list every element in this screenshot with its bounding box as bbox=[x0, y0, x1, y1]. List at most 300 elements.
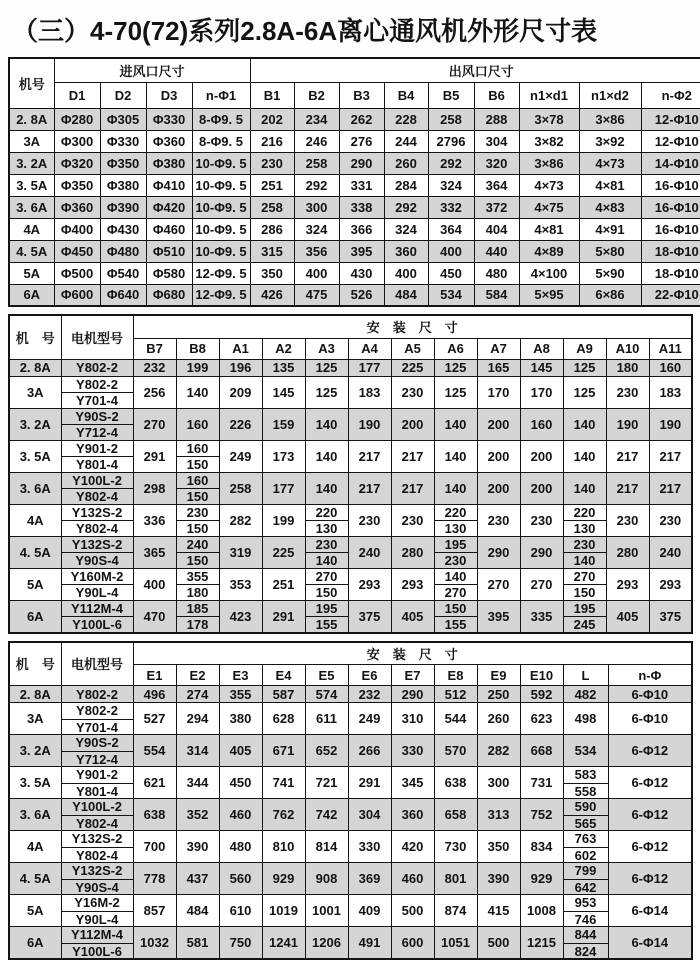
value-cell: 314 bbox=[176, 735, 219, 767]
value-cell: 356 bbox=[294, 240, 339, 262]
value-cell: Φ360 bbox=[146, 130, 192, 152]
value-cell: 700 bbox=[133, 831, 176, 863]
value-cell: 12-Φ9. 5 bbox=[192, 262, 250, 284]
column-header: A5 bbox=[391, 338, 434, 359]
value-cell: 6-Φ12 bbox=[608, 735, 692, 767]
split-value: Y701-4 bbox=[62, 719, 133, 735]
machine-number: 4. 5A bbox=[9, 240, 54, 262]
value-cell: 292 bbox=[294, 174, 339, 196]
value-cell: 10-Φ9. 5 bbox=[192, 218, 250, 240]
value-cell: 6-Φ14 bbox=[608, 895, 692, 927]
value-cell: 929 bbox=[262, 863, 305, 895]
table-row bbox=[9, 767, 692, 799]
value-cell: 587 bbox=[262, 686, 305, 703]
value-cell: 440 bbox=[474, 240, 519, 262]
value-cell: 344 bbox=[176, 767, 219, 799]
value-cell: 460 bbox=[391, 863, 434, 895]
value-cell: 1206 bbox=[305, 927, 348, 960]
value-cell: Φ380 bbox=[146, 152, 192, 174]
value-cell: 258 bbox=[428, 108, 474, 130]
value-cell: 600 bbox=[391, 927, 434, 960]
value-cell: 526 bbox=[339, 284, 384, 306]
value-cell bbox=[563, 536, 606, 568]
value-cell: 857 bbox=[133, 895, 176, 927]
value-cell: 750 bbox=[219, 927, 262, 960]
value-cell: 4×91 bbox=[579, 218, 641, 240]
split-value: 150 bbox=[564, 584, 606, 600]
value-cell bbox=[563, 831, 608, 863]
value-cell: 475 bbox=[294, 284, 339, 306]
value-cell: 405 bbox=[606, 600, 649, 633]
fixed-column-header: 机号 bbox=[9, 58, 54, 108]
value-cell: 12-Φ9. 5 bbox=[192, 284, 250, 306]
value-cell: 364 bbox=[428, 218, 474, 240]
value-cell: 230 bbox=[250, 152, 294, 174]
column-header: n-Φ2 bbox=[641, 82, 700, 108]
motor-model bbox=[61, 735, 133, 767]
motor-model bbox=[61, 927, 133, 960]
value-cell: 200 bbox=[391, 408, 434, 440]
value-cell: 10-Φ9. 5 bbox=[192, 196, 250, 218]
value-cell: 145 bbox=[520, 359, 563, 376]
value-cell: 228 bbox=[384, 108, 428, 130]
value-cell: 160 bbox=[649, 359, 692, 376]
split-value: 642 bbox=[564, 879, 608, 895]
table-row bbox=[9, 831, 692, 863]
split-value: Y112M-4 bbox=[62, 601, 133, 617]
value-cell: 319 bbox=[219, 536, 262, 568]
value-cell: 217 bbox=[606, 472, 649, 504]
split-value: 270 bbox=[306, 569, 348, 585]
value-cell bbox=[563, 568, 606, 600]
inlet-outlet-dimension-table bbox=[8, 57, 700, 307]
machine-number: 6A bbox=[9, 284, 54, 306]
split-value: 185 bbox=[177, 601, 219, 617]
value-cell: 300 bbox=[294, 196, 339, 218]
column-header: A10 bbox=[606, 338, 649, 359]
column-header: n1×d2 bbox=[579, 82, 641, 108]
value-cell bbox=[434, 568, 477, 600]
value-cell: 484 bbox=[384, 284, 428, 306]
split-value: Y802-4 bbox=[62, 847, 133, 863]
split-value: Y701-4 bbox=[62, 392, 133, 408]
value-cell: 160 bbox=[520, 408, 563, 440]
value-cell: 652 bbox=[305, 735, 348, 767]
split-value: Y90L-4 bbox=[62, 584, 133, 600]
table-row bbox=[9, 240, 700, 262]
split-value: 746 bbox=[564, 911, 608, 927]
split-value: 130 bbox=[435, 520, 477, 536]
column-header: A8 bbox=[520, 338, 563, 359]
column-header: D3 bbox=[146, 82, 192, 108]
split-value: Y802-2 bbox=[62, 703, 133, 719]
value-cell: Φ330 bbox=[100, 130, 146, 152]
split-value: 150 bbox=[435, 601, 477, 617]
table-row bbox=[9, 152, 700, 174]
installation-dimension-table-a bbox=[8, 314, 693, 634]
value-cell: 484 bbox=[176, 895, 219, 927]
value-cell: 230 bbox=[606, 504, 649, 536]
value-cell bbox=[434, 536, 477, 568]
value-cell: 6-Φ12 bbox=[608, 799, 692, 831]
value-cell: 232 bbox=[348, 686, 391, 703]
value-cell: 304 bbox=[474, 130, 519, 152]
group-header: 安 装 尺 寸 bbox=[133, 315, 692, 338]
value-cell: 294 bbox=[176, 703, 219, 735]
value-cell: 400 bbox=[294, 262, 339, 284]
value-cell: 280 bbox=[606, 536, 649, 568]
column-header: E1 bbox=[133, 665, 176, 686]
value-cell: 125 bbox=[563, 376, 606, 408]
value-cell: 10-Φ9. 5 bbox=[192, 152, 250, 174]
column-header: D2 bbox=[100, 82, 146, 108]
value-cell: 226 bbox=[219, 408, 262, 440]
value-cell: 140 bbox=[305, 472, 348, 504]
machine-number: 3. 5A bbox=[9, 767, 61, 799]
value-cell: 4×100 bbox=[519, 262, 579, 284]
value-cell: 135 bbox=[262, 359, 305, 376]
machine-number: 3. 6A bbox=[9, 196, 54, 218]
value-cell: 480 bbox=[474, 262, 519, 284]
split-value: 230 bbox=[306, 537, 348, 553]
value-cell: 365 bbox=[133, 536, 176, 568]
value-cell: 14-Φ10 bbox=[641, 152, 700, 174]
split-value: 602 bbox=[564, 847, 608, 863]
value-cell: Φ330 bbox=[146, 108, 192, 130]
value-cell: 190 bbox=[606, 408, 649, 440]
split-value: Y100L-6 bbox=[62, 616, 133, 632]
value-cell: 217 bbox=[391, 440, 434, 472]
group-header: 安 装 尺 寸 bbox=[133, 642, 692, 665]
value-cell: 18-Φ10 bbox=[641, 240, 700, 262]
motor-model bbox=[61, 767, 133, 799]
value-cell: 762 bbox=[262, 799, 305, 831]
value-cell: 230 bbox=[520, 504, 563, 536]
value-cell: 874 bbox=[434, 895, 477, 927]
value-cell: 8-Φ9. 5 bbox=[192, 108, 250, 130]
split-value: 355 bbox=[177, 569, 219, 585]
value-cell: 180 bbox=[606, 359, 649, 376]
value-cell: 5×95 bbox=[519, 284, 579, 306]
value-cell: 230 bbox=[391, 376, 434, 408]
machine-number: 4. 5A bbox=[9, 536, 61, 568]
split-value: Y712-4 bbox=[62, 424, 133, 440]
value-cell: 742 bbox=[305, 799, 348, 831]
column-header: A1 bbox=[219, 338, 262, 359]
value-cell: 415 bbox=[477, 895, 520, 927]
value-cell: 5×80 bbox=[579, 240, 641, 262]
value-cell bbox=[434, 600, 477, 633]
split-value: Y132S-2 bbox=[62, 831, 133, 847]
split-value: 140 bbox=[564, 552, 606, 568]
value-cell: 671 bbox=[262, 735, 305, 767]
value-cell: 125 bbox=[305, 359, 348, 376]
split-value: 230 bbox=[435, 552, 477, 568]
column-header: A4 bbox=[348, 338, 391, 359]
value-cell: 170 bbox=[520, 376, 563, 408]
value-cell: 801 bbox=[434, 863, 477, 895]
value-cell: 16-Φ10 bbox=[641, 218, 700, 240]
value-cell: 405 bbox=[391, 600, 434, 633]
value-cell: 372 bbox=[474, 196, 519, 218]
motor-model bbox=[61, 440, 133, 472]
value-cell: 313 bbox=[477, 799, 520, 831]
column-header: L bbox=[563, 665, 608, 686]
value-cell: 217 bbox=[649, 440, 692, 472]
value-cell: 450 bbox=[428, 262, 474, 284]
value-cell: 230 bbox=[477, 504, 520, 536]
column-header: A6 bbox=[434, 338, 477, 359]
value-cell: 125 bbox=[434, 359, 477, 376]
value-cell: 364 bbox=[474, 174, 519, 196]
motor-model bbox=[61, 600, 133, 633]
value-cell: 140 bbox=[563, 408, 606, 440]
machine-number: 5A bbox=[9, 262, 54, 284]
value-cell bbox=[176, 536, 219, 568]
column-header: B2 bbox=[294, 82, 339, 108]
value-cell: Φ640 bbox=[100, 284, 146, 306]
value-cell: 209 bbox=[219, 376, 262, 408]
split-value: Y901-2 bbox=[62, 441, 133, 457]
split-value: 220 bbox=[564, 505, 606, 521]
value-cell: 140 bbox=[305, 440, 348, 472]
split-value: 195 bbox=[564, 601, 606, 617]
value-cell: 658 bbox=[434, 799, 477, 831]
value-cell: 430 bbox=[339, 262, 384, 284]
machine-number: 2. 8A bbox=[9, 686, 61, 703]
value-cell: 527 bbox=[133, 703, 176, 735]
machine-number: 5A bbox=[9, 895, 61, 927]
value-cell: 274 bbox=[176, 686, 219, 703]
value-cell: 290 bbox=[339, 152, 384, 174]
motor-model bbox=[61, 376, 133, 408]
split-value: 150 bbox=[177, 456, 219, 472]
split-value: 140 bbox=[435, 569, 477, 585]
value-cell: Φ480 bbox=[100, 240, 146, 262]
table-row bbox=[9, 359, 692, 376]
value-cell: 249 bbox=[219, 440, 262, 472]
value-cell bbox=[176, 568, 219, 600]
table-row bbox=[9, 600, 692, 633]
value-cell: 581 bbox=[176, 927, 219, 960]
value-cell: 200 bbox=[477, 440, 520, 472]
value-cell: 360 bbox=[391, 799, 434, 831]
value-cell: 291 bbox=[133, 440, 176, 472]
table-row bbox=[9, 284, 700, 306]
value-cell: Φ500 bbox=[54, 262, 100, 284]
value-cell: 304 bbox=[348, 799, 391, 831]
value-cell bbox=[563, 767, 608, 799]
split-value: Y801-4 bbox=[62, 456, 133, 472]
value-cell: 200 bbox=[520, 440, 563, 472]
motor-model bbox=[61, 568, 133, 600]
value-cell: 6×86 bbox=[579, 284, 641, 306]
value-cell: 560 bbox=[219, 863, 262, 895]
value-cell: 216 bbox=[250, 130, 294, 152]
column-header: B3 bbox=[339, 82, 384, 108]
value-cell: 159 bbox=[262, 408, 305, 440]
value-cell: 165 bbox=[477, 359, 520, 376]
column-header: B4 bbox=[384, 82, 428, 108]
value-cell: 1241 bbox=[262, 927, 305, 960]
motor-model bbox=[61, 472, 133, 504]
value-cell: 409 bbox=[348, 895, 391, 927]
value-cell: 270 bbox=[520, 568, 563, 600]
value-cell: 405 bbox=[219, 735, 262, 767]
machine-number: 3A bbox=[9, 376, 61, 408]
split-value: 178 bbox=[177, 616, 219, 632]
value-cell bbox=[176, 440, 219, 472]
value-cell: 437 bbox=[176, 863, 219, 895]
value-cell: 260 bbox=[477, 703, 520, 735]
value-cell: 200 bbox=[477, 408, 520, 440]
value-cell: 196 bbox=[219, 359, 262, 376]
value-cell: 125 bbox=[305, 376, 348, 408]
value-cell: 290 bbox=[391, 686, 434, 703]
value-cell: 292 bbox=[384, 196, 428, 218]
table-row bbox=[9, 927, 692, 960]
table-row bbox=[9, 262, 700, 284]
split-value: Y802-4 bbox=[62, 815, 133, 831]
column-header: A3 bbox=[305, 338, 348, 359]
value-cell: 3×82 bbox=[519, 130, 579, 152]
column-header: E4 bbox=[262, 665, 305, 686]
split-value: Y712-4 bbox=[62, 751, 133, 767]
value-cell: 22-Φ10 bbox=[641, 284, 700, 306]
column-header: B1 bbox=[250, 82, 294, 108]
value-cell: 3×92 bbox=[579, 130, 641, 152]
machine-number: 3A bbox=[9, 130, 54, 152]
value-cell: 330 bbox=[348, 831, 391, 863]
value-cell: 1215 bbox=[520, 927, 563, 960]
column-header: n-Φ1 bbox=[192, 82, 250, 108]
split-value: 583 bbox=[564, 767, 608, 783]
motor-model bbox=[61, 831, 133, 863]
split-value: 130 bbox=[564, 520, 606, 536]
value-cell: 12-Φ10 bbox=[641, 108, 700, 130]
value-cell: 286 bbox=[250, 218, 294, 240]
machine-number: 6A bbox=[9, 927, 61, 960]
split-value: Y132S-2 bbox=[62, 505, 133, 521]
value-cell: 2796 bbox=[428, 130, 474, 152]
value-cell: 491 bbox=[348, 927, 391, 960]
table-row bbox=[9, 895, 692, 927]
value-cell: 202 bbox=[250, 108, 294, 130]
value-cell: Φ320 bbox=[54, 152, 100, 174]
value-cell: 366 bbox=[339, 218, 384, 240]
machine-number: 5A bbox=[9, 568, 61, 600]
value-cell: 217 bbox=[649, 472, 692, 504]
value-cell: Φ350 bbox=[100, 152, 146, 174]
value-cell bbox=[434, 504, 477, 536]
value-cell bbox=[176, 472, 219, 504]
value-cell: Φ600 bbox=[54, 284, 100, 306]
value-cell: 290 bbox=[477, 536, 520, 568]
split-value: 220 bbox=[435, 505, 477, 521]
split-value: 844 bbox=[564, 927, 608, 943]
motor-model: Y802-2 bbox=[61, 359, 133, 376]
value-cell: 611 bbox=[305, 703, 348, 735]
column-header: E3 bbox=[219, 665, 262, 686]
split-value: Y160M-2 bbox=[62, 569, 133, 585]
table-row bbox=[9, 686, 692, 703]
value-cell: 638 bbox=[133, 799, 176, 831]
table-row bbox=[9, 536, 692, 568]
machine-number: 3. 6A bbox=[9, 472, 61, 504]
motor-model bbox=[61, 504, 133, 536]
value-cell: 300 bbox=[477, 767, 520, 799]
column-header: D1 bbox=[54, 82, 100, 108]
value-cell: 140 bbox=[563, 440, 606, 472]
column-header: A2 bbox=[262, 338, 305, 359]
split-value: 195 bbox=[306, 601, 348, 617]
value-cell: 496 bbox=[133, 686, 176, 703]
column-header: A11 bbox=[649, 338, 692, 359]
value-cell: 6-Φ14 bbox=[608, 927, 692, 960]
split-value: Y100L-2 bbox=[62, 473, 133, 489]
value-cell: 741 bbox=[262, 767, 305, 799]
value-cell: 258 bbox=[250, 196, 294, 218]
table-row bbox=[9, 130, 700, 152]
value-cell: 6-Φ12 bbox=[608, 831, 692, 863]
split-value: Y802-2 bbox=[62, 377, 133, 393]
value-cell bbox=[563, 799, 608, 831]
split-value: Y112M-4 bbox=[62, 927, 133, 943]
value-cell: 929 bbox=[520, 863, 563, 895]
value-cell: 554 bbox=[133, 735, 176, 767]
value-cell: 288 bbox=[474, 108, 519, 130]
value-cell: 217 bbox=[348, 440, 391, 472]
table-row bbox=[9, 174, 700, 196]
value-cell: 778 bbox=[133, 863, 176, 895]
value-cell: 3×78 bbox=[519, 108, 579, 130]
motor-model: Y802-2 bbox=[61, 686, 133, 703]
value-cell: Φ350 bbox=[54, 174, 100, 196]
split-value: 245 bbox=[564, 616, 606, 632]
value-cell: 353 bbox=[219, 568, 262, 600]
value-cell: 177 bbox=[348, 359, 391, 376]
value-cell: 190 bbox=[649, 408, 692, 440]
value-cell: 251 bbox=[262, 568, 305, 600]
table-row bbox=[9, 703, 692, 735]
value-cell: 140 bbox=[434, 408, 477, 440]
value-cell: 4×81 bbox=[579, 174, 641, 196]
motor-model bbox=[61, 536, 133, 568]
value-cell: 355 bbox=[219, 686, 262, 703]
value-cell: 450 bbox=[219, 767, 262, 799]
value-cell: 470 bbox=[133, 600, 176, 633]
value-cell: 752 bbox=[520, 799, 563, 831]
split-value: Y802-4 bbox=[62, 520, 133, 536]
value-cell: 324 bbox=[428, 174, 474, 196]
value-cell: 250 bbox=[477, 686, 520, 703]
value-cell: Φ360 bbox=[54, 196, 100, 218]
value-cell: 320 bbox=[474, 152, 519, 174]
split-value: 160 bbox=[177, 473, 219, 489]
motor-model bbox=[61, 703, 133, 735]
value-cell: 6-Φ10 bbox=[608, 703, 692, 735]
value-cell: 290 bbox=[520, 536, 563, 568]
value-cell: 390 bbox=[176, 831, 219, 863]
machine-number: 3A bbox=[9, 703, 61, 735]
value-cell: 266 bbox=[348, 735, 391, 767]
value-cell: 390 bbox=[477, 863, 520, 895]
value-cell: 369 bbox=[348, 863, 391, 895]
value-cell: 1019 bbox=[262, 895, 305, 927]
value-cell: 4×89 bbox=[519, 240, 579, 262]
value-cell: 420 bbox=[391, 831, 434, 863]
value-cell: 4×75 bbox=[519, 196, 579, 218]
